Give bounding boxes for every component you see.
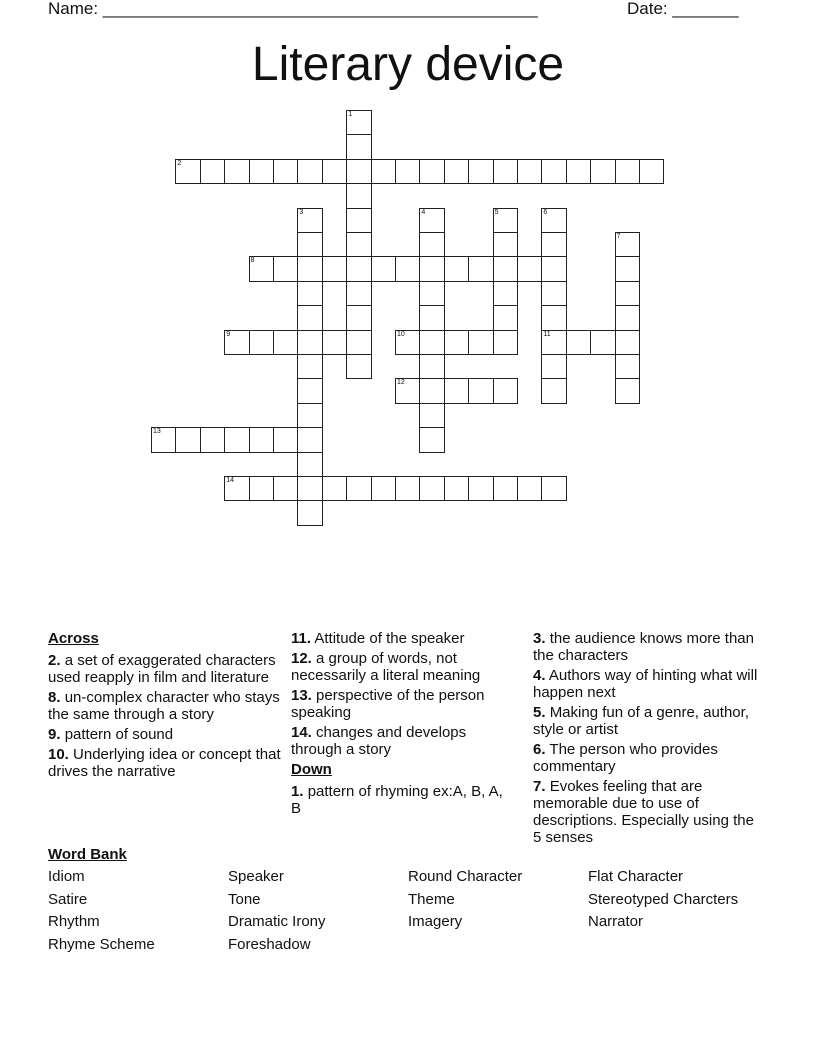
crossword-cell[interactable] bbox=[151, 427, 176, 452]
crossword-cell[interactable] bbox=[346, 232, 371, 257]
crossword-cell[interactable] bbox=[541, 354, 566, 379]
crossword-cell[interactable] bbox=[395, 476, 420, 501]
word-bank-item: Flat Character bbox=[588, 868, 684, 885]
crossword-cell[interactable] bbox=[566, 330, 591, 355]
clue-number: 1 bbox=[348, 111, 353, 118]
crossword-cell[interactable] bbox=[346, 183, 371, 208]
crossword-cell[interactable] bbox=[419, 378, 444, 403]
clue-number: 10 bbox=[397, 330, 405, 338]
word-bank-item: Satire bbox=[48, 891, 88, 908]
crossword-cell[interactable] bbox=[395, 378, 420, 403]
crossword-cell[interactable] bbox=[224, 330, 249, 355]
crossword-cell[interactable] bbox=[419, 256, 444, 281]
crossword-cell[interactable] bbox=[297, 159, 322, 184]
crossword-cell[interactable] bbox=[224, 476, 249, 501]
crossword-cell[interactable] bbox=[273, 159, 298, 184]
across-heading: Across bbox=[48, 630, 99, 647]
clue-number: 9 bbox=[226, 330, 231, 338]
crossword-cell[interactable] bbox=[468, 476, 493, 501]
word-bank-item: Foreshadow bbox=[228, 936, 311, 953]
across-clue: 12. a group of words, not necessarily a literal meaning bbox=[291, 650, 481, 684]
crossword-cell[interactable] bbox=[541, 232, 566, 257]
crossword-cell[interactable] bbox=[175, 159, 200, 184]
clue-number: 11 bbox=[543, 330, 551, 338]
crossword-cell[interactable] bbox=[346, 208, 371, 233]
down-clue: 3. the audience knows more than the characters bbox=[533, 630, 754, 664]
clue-number: 7 bbox=[616, 233, 621, 240]
crossword-cell[interactable] bbox=[224, 427, 249, 452]
clues-column-3 bbox=[533, 630, 763, 849]
crossword-cell[interactable] bbox=[468, 378, 493, 403]
clue-number: 13 bbox=[153, 428, 161, 436]
crossword-cell[interactable] bbox=[444, 378, 469, 403]
crossword-cell[interactable] bbox=[297, 305, 322, 330]
crossword-cell[interactable] bbox=[419, 305, 444, 330]
clue-number: 12 bbox=[397, 379, 405, 387]
crossword-cell[interactable] bbox=[615, 256, 640, 281]
crossword-cell[interactable] bbox=[444, 476, 469, 501]
word-bank-item: Theme bbox=[408, 891, 455, 908]
crossword-cell[interactable] bbox=[371, 159, 396, 184]
clue-number: 8 bbox=[250, 257, 255, 265]
crossword-cell[interactable] bbox=[444, 256, 469, 281]
crossword-cell[interactable] bbox=[444, 159, 469, 184]
crossword-cell[interactable] bbox=[346, 476, 371, 501]
crossword-cell[interactable] bbox=[566, 159, 591, 184]
crossword-cell[interactable] bbox=[200, 159, 225, 184]
crossword-cell[interactable] bbox=[590, 330, 615, 355]
word-bank-item: Tone bbox=[228, 891, 261, 908]
crossword-cell[interactable] bbox=[468, 256, 493, 281]
crossword-cell[interactable] bbox=[541, 476, 566, 501]
word-bank-item: Idiom bbox=[48, 868, 85, 885]
crossword-cell[interactable] bbox=[615, 378, 640, 403]
crossword-cell[interactable] bbox=[493, 281, 518, 306]
crossword-cell[interactable] bbox=[444, 330, 469, 355]
crossword-cell[interactable] bbox=[249, 476, 274, 501]
crossword-cell[interactable] bbox=[346, 134, 371, 159]
crossword-cell[interactable] bbox=[493, 305, 518, 330]
crossword-cell[interactable] bbox=[468, 330, 493, 355]
down-clue: 6. The person who provides commentary bbox=[533, 741, 718, 775]
crossword-cell[interactable] bbox=[371, 256, 396, 281]
crossword-cell[interactable] bbox=[541, 378, 566, 403]
crossword-cell[interactable] bbox=[517, 256, 542, 281]
crossword-cell[interactable] bbox=[346, 305, 371, 330]
down-clue: 4. Authors way of hinting what will happen next bbox=[533, 667, 758, 701]
crossword-cell[interactable] bbox=[346, 256, 371, 281]
clue-number: 14 bbox=[226, 477, 234, 484]
crossword-cell[interactable] bbox=[419, 427, 444, 452]
crossword-cell[interactable] bbox=[395, 330, 420, 355]
crossword-cell[interactable] bbox=[200, 427, 225, 452]
crossword-cell[interactable] bbox=[517, 476, 542, 501]
crossword-cell[interactable] bbox=[273, 476, 298, 501]
crossword-cell[interactable] bbox=[517, 159, 542, 184]
crossword-cell[interactable] bbox=[541, 256, 566, 281]
crossword-cell[interactable] bbox=[371, 476, 396, 501]
word-bank-item: Rhyme Scheme bbox=[48, 936, 155, 953]
crossword-cell[interactable] bbox=[346, 159, 371, 184]
crossword-cell[interactable] bbox=[419, 232, 444, 257]
down-heading: Down bbox=[291, 761, 332, 778]
word-bank-heading: Word Bank bbox=[48, 846, 127, 863]
crossword-cell[interactable] bbox=[346, 354, 371, 379]
crossword-cell[interactable] bbox=[273, 427, 298, 452]
page-title: Literary device bbox=[251, 38, 565, 91]
crossword-cell[interactable] bbox=[273, 256, 298, 281]
down-clue: 1. pattern of rhyming ex:A, B, A, B bbox=[291, 783, 503, 817]
word-bank-item: Rhythm bbox=[48, 913, 100, 930]
crossword-cell[interactable] bbox=[419, 159, 444, 184]
clues-column-2 bbox=[291, 630, 516, 820]
crossword-cell[interactable] bbox=[322, 159, 347, 184]
clue-number: 3 bbox=[299, 208, 304, 216]
across-clue: 8. un-complex character who stays the same through a story bbox=[48, 689, 280, 723]
clue-number: 6 bbox=[543, 208, 548, 216]
crossword-cell[interactable] bbox=[541, 305, 566, 330]
crossword-cell[interactable] bbox=[493, 330, 518, 355]
crossword-cell[interactable] bbox=[297, 452, 322, 477]
crossword-cell[interactable] bbox=[346, 110, 371, 135]
crossword-cell[interactable] bbox=[615, 159, 640, 184]
across-clue: 9. pattern of sound bbox=[48, 726, 174, 743]
across-clue: 13. perspective of the person speaking bbox=[291, 687, 485, 721]
date-field-label: Date: _______ bbox=[627, 0, 739, 18]
word-bank-item: Stereotyped Charcters bbox=[588, 891, 739, 908]
down-clue: 7. Evokes feeling that are memorable due to use of descriptions. Especially using the 5 senses bbox=[533, 778, 754, 846]
crossword-cell[interactable] bbox=[297, 256, 322, 281]
crossword-cell[interactable] bbox=[419, 281, 444, 306]
word-bank-item: Narrator bbox=[588, 913, 644, 930]
name-field-label: Name: ______________________________________________ bbox=[48, 0, 538, 18]
crossword-cell[interactable] bbox=[541, 208, 566, 233]
clue-number: 5 bbox=[494, 208, 499, 216]
crossword-cell[interactable] bbox=[493, 378, 518, 403]
crossword-cell[interactable] bbox=[297, 232, 322, 257]
crossword-cell[interactable] bbox=[395, 159, 420, 184]
crossword-cell[interactable] bbox=[322, 476, 347, 501]
crossword-cell[interactable] bbox=[322, 256, 347, 281]
crossword-cell[interactable] bbox=[419, 476, 444, 501]
across-clue: 10. Underlying idea or concept that drives the narrative bbox=[48, 746, 281, 780]
crossword-cell[interactable] bbox=[297, 281, 322, 306]
word-bank-item: Dramatic Irony bbox=[228, 913, 326, 930]
crossword-cell[interactable] bbox=[639, 159, 664, 184]
crossword-cell[interactable] bbox=[249, 330, 274, 355]
crossword-cell[interactable] bbox=[322, 330, 347, 355]
crossword-cell[interactable] bbox=[297, 378, 322, 403]
crossword-cell[interactable] bbox=[493, 159, 518, 184]
crossword-cell[interactable] bbox=[419, 403, 444, 428]
word-bank-item: Round Character bbox=[408, 868, 523, 885]
crossword-cell[interactable] bbox=[541, 281, 566, 306]
crossword-cell[interactable] bbox=[297, 403, 322, 428]
word-bank-item: Speaker bbox=[228, 868, 284, 885]
clue-number: 4 bbox=[421, 208, 426, 216]
crossword-cell[interactable] bbox=[346, 281, 371, 306]
crossword-cell[interactable] bbox=[249, 427, 274, 452]
crossword-cell[interactable] bbox=[419, 354, 444, 379]
clues-column-1 bbox=[48, 630, 284, 783]
crossword-cell[interactable] bbox=[249, 159, 274, 184]
crossword-cell[interactable] bbox=[297, 476, 322, 501]
across-clue: 14. changes and develops through a story bbox=[291, 724, 467, 758]
crossword-cell[interactable] bbox=[468, 159, 493, 184]
down-clue: 5. Making fun of a genre, author, style or artist bbox=[533, 704, 749, 738]
crossword-cell[interactable] bbox=[615, 354, 640, 379]
crossword-cell[interactable] bbox=[249, 256, 274, 281]
crossword-cell[interactable] bbox=[419, 208, 444, 233]
across-clue: 2. a set of exaggerated characters used reapply in film and literature bbox=[48, 652, 276, 686]
crossword-cell[interactable] bbox=[615, 330, 640, 355]
crossword-cell[interactable] bbox=[615, 281, 640, 306]
crossword-cell[interactable] bbox=[224, 159, 249, 184]
across-clue: 11. Attitude of the speaker bbox=[291, 630, 465, 647]
crossword-cell[interactable] bbox=[297, 208, 322, 233]
crossword-cell[interactable] bbox=[615, 232, 640, 257]
crossword-cell[interactable] bbox=[590, 159, 615, 184]
crossword-cell[interactable] bbox=[493, 256, 518, 281]
crossword-cell[interactable] bbox=[541, 159, 566, 184]
crossword-cell[interactable] bbox=[493, 232, 518, 257]
crossword-cell[interactable] bbox=[175, 427, 200, 452]
crossword-cell[interactable] bbox=[395, 256, 420, 281]
word-bank-item: Imagery bbox=[408, 913, 463, 930]
crossword-cell[interactable] bbox=[493, 208, 518, 233]
crossword-cell[interactable] bbox=[297, 330, 322, 355]
crossword-cell[interactable] bbox=[419, 330, 444, 355]
crossword-cell[interactable] bbox=[346, 330, 371, 355]
crossword-cell[interactable] bbox=[493, 476, 518, 501]
crossword-cell[interactable] bbox=[297, 427, 322, 452]
crossword-cell[interactable] bbox=[297, 500, 322, 525]
clue-number: 2 bbox=[177, 159, 182, 167]
crossword-cell[interactable] bbox=[297, 354, 322, 379]
crossword-cell[interactable] bbox=[615, 305, 640, 330]
crossword-cell[interactable] bbox=[273, 330, 298, 355]
crossword-cell[interactable] bbox=[541, 330, 566, 355]
